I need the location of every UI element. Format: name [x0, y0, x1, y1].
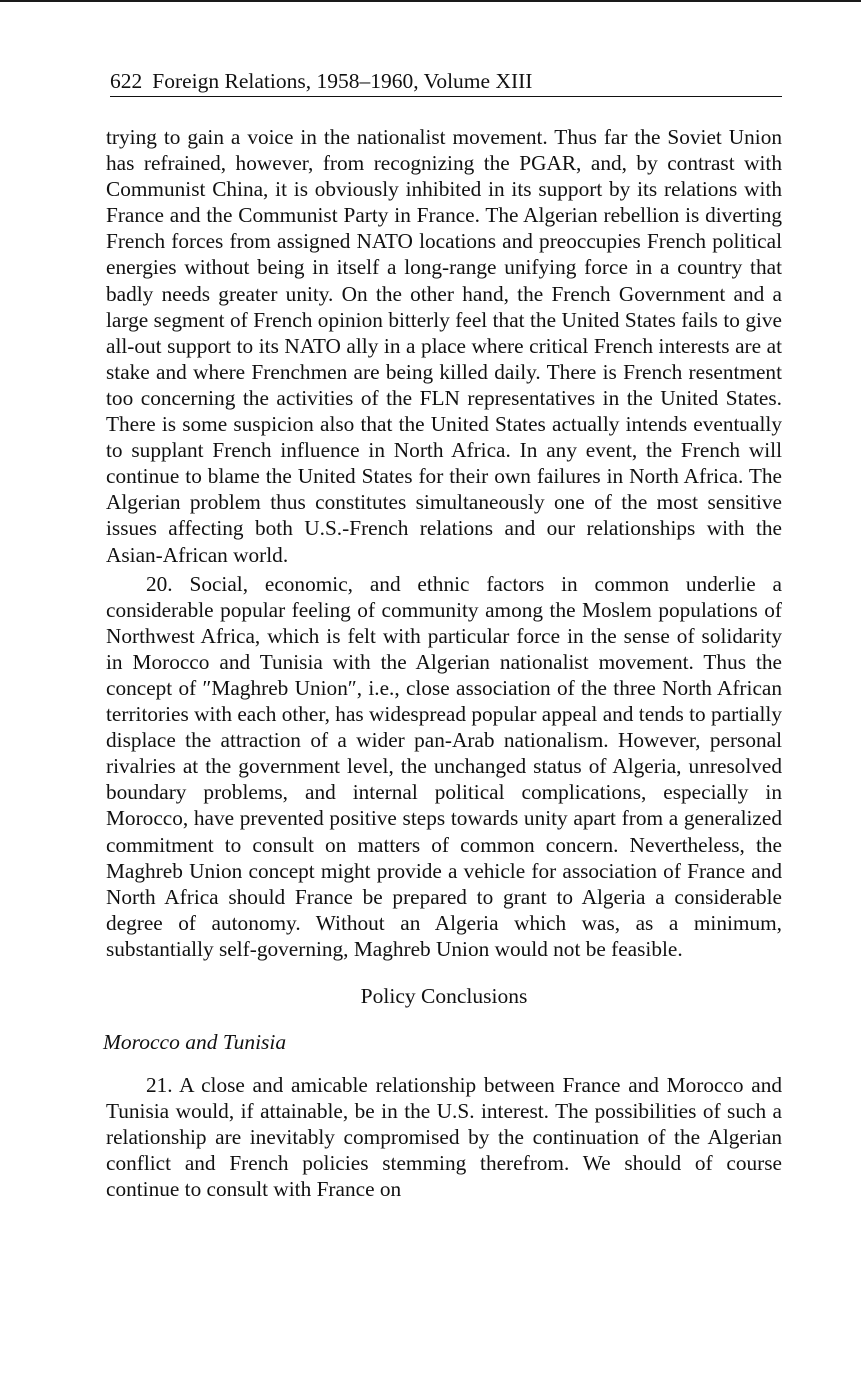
document-body [103, 124, 782, 1202]
paragraph-21: 21. A close and amicable relationship between France and Morocco and Tunisia would, if attainable, be in the U.S. interest. The possibilities of such a relationship are inevitably compromised by the continuation of the Algerian conflict and French policies stemming therefrom. We should of course continue to consult with France on [106, 1073, 782, 1202]
subsection-heading-morocco-tunisia: Morocco and Tunisia [103, 1030, 287, 1054]
paragraph-continued: trying to gain a voice in the nationalist movement. Thus far the Soviet Union has refrained, however, from recognizing the PGAR, and, by contrast with Communist China, it is obviously inhibited in its support by its relations with France and the Communist Party in France. The Algerian rebellion is diverting French forces from assigned NATO locations and preoccupies French political energies without being in itself a long-range unifying force in a country that badly needs greater unity. On the other hand, the French Government and a large segment of French opinion bitterly feel that the United States fails to give all-out support to its NATO ally in a place where critical French interests are at stake and where Frenchmen are being killed daily. There is French resentment too concerning the activities of the FLN representatives in the United States. There is some suspicion also that the United States actually intends eventually to supplant French influence in North Africa. In any event, the French will continue to blame the United States for their own failures in North Africa. The Algerian problem thus constitutes simultaneously one of the most sensitive issues affecting both U.S.-French relations and our relationships with the Asian-African world. [106, 125, 782, 567]
paragraph-20: 20. Social, economic, and ethnic factors in common underlie a considerable popular feeling of community among the Moslem populations of Northwest Africa, which is felt with particular force in the sense of solidarity in Morocco and Tunisia with the Algerian nationalist movement. Thus the concept of ″Maghreb Union″, i.e., close association of the three North African territories with each other, has widespread popular appeal and tends to partially displace the attraction of a wider pan-Arab nationalism. However, personal rivalries at the government level, the unchanged status of Algeria, unresolved boundary problems, and internal political complications, especially in Morocco, have prevented positive steps towards unity apart from a generalized commitment to consult on matters of common concern. Nevertheless, the Maghreb Union concept might provide a vehicle for association of France and North Africa should France be prepared to grant to Algeria a considerable degree of autonomy. Without an Algeria which was, as a minimum, substantially self-governing, Maghreb Union would not be feasible. [106, 571, 782, 961]
running-title: Foreign Relations, 1958–1960, Volume XIII [152, 69, 533, 93]
page-top-edge [0, 0, 861, 2]
section-heading-policy-conclusions: Policy Conclusions [360, 984, 528, 1008]
running-header [110, 66, 782, 97]
page-number: 622 [110, 69, 143, 93]
